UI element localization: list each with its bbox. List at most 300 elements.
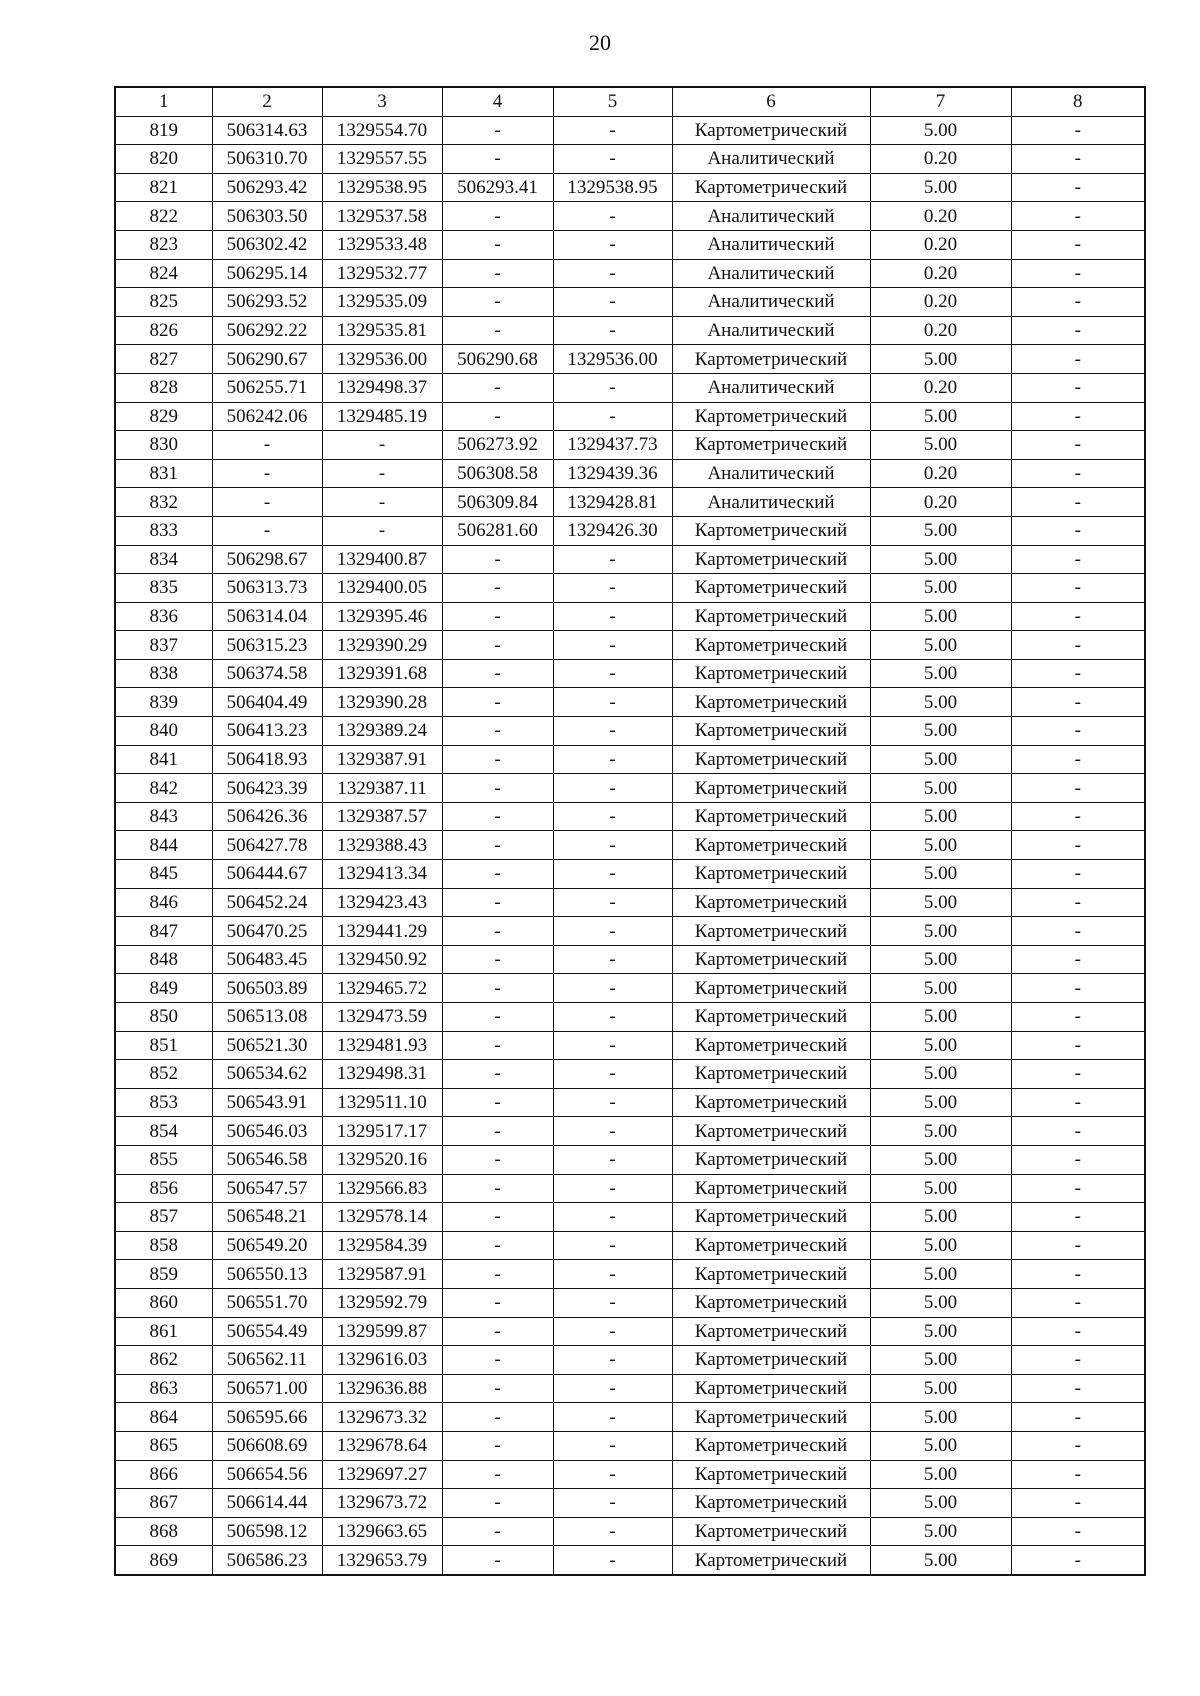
description-cell: - [1011,431,1145,460]
table-row [115,345,1145,374]
y-coordinate-cell: - [553,888,672,917]
y-coordinate-cell: - [322,516,442,545]
description-cell: - [1011,402,1145,431]
description-cell: - [1011,1374,1145,1403]
y-coordinate-cell: - [553,802,672,831]
column-header: 2 [212,87,322,116]
x-coordinate-cell: 506281.60 [442,516,553,545]
method-cell: Аналитический [672,316,870,345]
method-cell: Аналитический [672,230,870,259]
x-coordinate-cell: 506654.56 [212,1460,322,1489]
x-coordinate-cell: - [212,459,322,488]
point-number-cell: 835 [115,574,212,603]
x-coordinate-cell: 506309.84 [442,488,553,517]
y-coordinate-cell: 1329485.19 [322,402,442,431]
table-row [115,202,1145,231]
y-coordinate-cell: - [553,860,672,889]
description-cell: - [1011,945,1145,974]
y-coordinate-cell: 1329557.55 [322,145,442,174]
table-row [115,1145,1145,1174]
point-number-cell: 833 [115,516,212,545]
x-coordinate-cell: 506551.70 [212,1288,322,1317]
x-coordinate-cell: - [442,1431,553,1460]
description-cell: - [1011,373,1145,402]
method-cell: Картометрический [672,888,870,917]
column-header: 4 [442,87,553,116]
x-coordinate-cell: - [442,1346,553,1375]
method-cell: Картометрический [672,1288,870,1317]
point-number-cell: 865 [115,1431,212,1460]
table-row [115,1546,1145,1575]
accuracy-cell: 5.00 [870,1288,1011,1317]
y-coordinate-cell: 1329697.27 [322,1460,442,1489]
x-coordinate-cell: - [442,688,553,717]
point-number-cell: 821 [115,173,212,202]
method-cell: Аналитический [672,373,870,402]
y-coordinate-cell: - [553,1174,672,1203]
y-coordinate-cell: - [553,574,672,603]
method-cell: Аналитический [672,288,870,317]
x-coordinate-cell: - [442,116,553,145]
x-coordinate-cell: 506586.23 [212,1546,322,1575]
accuracy-cell: 0.20 [870,459,1011,488]
x-coordinate-cell: - [442,1231,553,1260]
table-row [115,402,1145,431]
y-coordinate-cell: 1329578.14 [322,1203,442,1232]
method-cell: Картометрический [672,602,870,631]
point-number-cell: 846 [115,888,212,917]
point-number-cell: 819 [115,116,212,145]
table-row [115,1460,1145,1489]
y-coordinate-cell: - [553,1060,672,1089]
y-coordinate-cell: 1329390.28 [322,688,442,717]
table-row [115,974,1145,1003]
accuracy-cell: 5.00 [870,173,1011,202]
x-coordinate-cell: - [442,1031,553,1060]
method-cell: Аналитический [672,459,870,488]
method-cell: Картометрический [672,1546,870,1575]
method-cell: Картометрический [672,659,870,688]
y-coordinate-cell: - [553,659,672,688]
y-coordinate-cell: - [322,431,442,460]
y-coordinate-cell: - [553,745,672,774]
point-number-cell: 860 [115,1288,212,1317]
y-coordinate-cell: - [553,373,672,402]
method-cell: Картометрический [672,1460,870,1489]
y-coordinate-cell: 1329437.73 [553,431,672,460]
y-coordinate-cell: 1329387.57 [322,802,442,831]
x-coordinate-cell: - [442,259,553,288]
y-coordinate-cell: - [553,602,672,631]
description-cell: - [1011,1174,1145,1203]
description-cell: - [1011,1117,1145,1146]
accuracy-cell: 5.00 [870,917,1011,946]
point-number-cell: 836 [115,602,212,631]
x-coordinate-cell: 506374.58 [212,659,322,688]
y-coordinate-cell: 1329388.43 [322,831,442,860]
y-coordinate-cell: - [553,1431,672,1460]
method-cell: Картометрический [672,802,870,831]
table-row [115,488,1145,517]
x-coordinate-cell: 506427.78 [212,831,322,860]
x-coordinate-cell: - [442,288,553,317]
accuracy-cell: 5.00 [870,1546,1011,1575]
x-coordinate-cell: - [442,1460,553,1489]
point-number-cell: 827 [115,345,212,374]
y-coordinate-cell: 1329400.87 [322,545,442,574]
y-coordinate-cell: - [553,1288,672,1317]
column-header: 6 [672,87,870,116]
table-row [115,1203,1145,1232]
point-number-cell: 850 [115,1003,212,1032]
table-row [115,888,1145,917]
y-coordinate-cell: 1329387.11 [322,774,442,803]
point-number-cell: 859 [115,1260,212,1289]
point-number-cell: 848 [115,945,212,974]
y-coordinate-cell: 1329511.10 [322,1088,442,1117]
y-coordinate-cell: 1329498.37 [322,373,442,402]
x-coordinate-cell: 506562.11 [212,1346,322,1375]
x-coordinate-cell: - [442,145,553,174]
description-cell: - [1011,288,1145,317]
point-number-cell: 867 [115,1489,212,1518]
x-coordinate-cell: 506513.08 [212,1003,322,1032]
method-cell: Картометрический [672,173,870,202]
point-number-cell: 820 [115,145,212,174]
y-coordinate-cell: - [553,202,672,231]
x-coordinate-cell: - [442,631,553,660]
description-cell: - [1011,717,1145,746]
y-coordinate-cell: - [553,316,672,345]
x-coordinate-cell: 506614.44 [212,1489,322,1518]
y-coordinate-cell: 1329390.29 [322,631,442,660]
point-number-cell: 861 [115,1317,212,1346]
x-coordinate-cell: 506404.49 [212,688,322,717]
method-cell: Картометрический [672,1231,870,1260]
x-coordinate-cell: 506314.63 [212,116,322,145]
x-coordinate-cell: 506314.04 [212,602,322,631]
accuracy-cell: 5.00 [870,688,1011,717]
y-coordinate-cell: 1329533.48 [322,230,442,259]
point-number-cell: 858 [115,1231,212,1260]
accuracy-cell: 0.20 [870,373,1011,402]
description-cell: - [1011,1288,1145,1317]
description-cell: - [1011,202,1145,231]
point-number-cell: 845 [115,860,212,889]
y-coordinate-cell: - [553,1088,672,1117]
y-coordinate-cell: - [553,631,672,660]
x-coordinate-cell: 506503.89 [212,974,322,1003]
x-coordinate-cell: 506298.67 [212,545,322,574]
accuracy-cell: 5.00 [870,1060,1011,1089]
page-number: 20 [589,30,611,55]
table-row [115,431,1145,460]
y-coordinate-cell: - [553,1489,672,1518]
method-cell: Картометрический [672,860,870,889]
point-number-cell: 829 [115,402,212,431]
y-coordinate-cell: 1329413.34 [322,860,442,889]
x-coordinate-cell: 506293.52 [212,288,322,317]
x-coordinate-cell: 506293.41 [442,173,553,202]
method-cell: Картометрический [672,1317,870,1346]
y-coordinate-cell: 1329391.68 [322,659,442,688]
accuracy-cell: 5.00 [870,402,1011,431]
y-coordinate-cell: - [553,717,672,746]
y-coordinate-cell: - [553,831,672,860]
x-coordinate-cell: 506290.68 [442,345,553,374]
x-coordinate-cell: - [442,1546,553,1575]
accuracy-cell: 5.00 [870,1231,1011,1260]
x-coordinate-cell: - [442,1174,553,1203]
method-cell: Картометрический [672,1489,870,1518]
accuracy-cell: 5.00 [870,774,1011,803]
accuracy-cell: 0.20 [870,259,1011,288]
y-coordinate-cell: 1329465.72 [322,974,442,1003]
table-row [115,459,1145,488]
y-coordinate-cell: 1329673.32 [322,1403,442,1432]
accuracy-cell: 5.00 [870,802,1011,831]
method-cell: Картометрический [672,1403,870,1432]
table-row [115,1260,1145,1289]
method-cell: Картометрический [672,402,870,431]
y-coordinate-cell: 1329535.09 [322,288,442,317]
accuracy-cell: 5.00 [870,516,1011,545]
method-cell: Аналитический [672,202,870,231]
description-cell: - [1011,831,1145,860]
x-coordinate-cell: 506595.66 [212,1403,322,1432]
point-number-cell: 831 [115,459,212,488]
point-number-cell: 864 [115,1403,212,1432]
y-coordinate-cell: - [553,774,672,803]
table-row [115,1517,1145,1546]
description-cell: - [1011,1203,1145,1232]
x-coordinate-cell: - [442,659,553,688]
accuracy-cell: 5.00 [870,659,1011,688]
table-row [115,945,1145,974]
method-cell: Картометрический [672,431,870,460]
x-coordinate-cell: - [442,1003,553,1032]
x-coordinate-cell: - [442,602,553,631]
description-cell: - [1011,917,1145,946]
point-number-cell: 832 [115,488,212,517]
accuracy-cell: 5.00 [870,974,1011,1003]
y-coordinate-cell: 1329535.81 [322,316,442,345]
method-cell: Картометрический [672,345,870,374]
table-row [115,1174,1145,1203]
x-coordinate-cell: 506452.24 [212,888,322,917]
table-row [115,288,1145,317]
description-cell: - [1011,230,1145,259]
description-cell: - [1011,173,1145,202]
table-row [115,1231,1145,1260]
point-number-cell: 841 [115,745,212,774]
x-coordinate-cell: 506313.73 [212,574,322,603]
method-cell: Картометрический [672,1260,870,1289]
method-cell: Картометрический [672,774,870,803]
method-cell: Картометрический [672,545,870,574]
description-cell: - [1011,316,1145,345]
description-cell: - [1011,1431,1145,1460]
description-cell: - [1011,631,1145,660]
table-row [115,1374,1145,1403]
y-coordinate-cell: - [553,1203,672,1232]
x-coordinate-cell: 506598.12 [212,1517,322,1546]
x-coordinate-cell: 506608.69 [212,1431,322,1460]
y-coordinate-cell: - [553,1003,672,1032]
method-cell: Картометрический [672,1517,870,1546]
accuracy-cell: 5.00 [870,745,1011,774]
y-coordinate-cell: 1329636.88 [322,1374,442,1403]
accuracy-cell: 5.00 [870,1117,1011,1146]
x-coordinate-cell: 506554.49 [212,1317,322,1346]
accuracy-cell: 5.00 [870,1346,1011,1375]
x-coordinate-cell: - [442,717,553,746]
x-coordinate-cell: 506546.03 [212,1117,322,1146]
table-row [115,1346,1145,1375]
x-coordinate-cell: - [442,917,553,946]
description-cell: - [1011,1060,1145,1089]
point-number-cell: 839 [115,688,212,717]
table-body [115,116,1145,1575]
point-number-cell: 856 [115,1174,212,1203]
table-row [115,1031,1145,1060]
point-number-cell: 844 [115,831,212,860]
method-cell: Картометрический [672,1374,870,1403]
x-coordinate-cell: 506273.92 [442,431,553,460]
x-coordinate-cell: - [442,802,553,831]
y-coordinate-cell: - [553,1031,672,1060]
x-coordinate-cell: 506550.13 [212,1260,322,1289]
accuracy-cell: 5.00 [870,345,1011,374]
point-number-cell: 824 [115,259,212,288]
y-coordinate-cell: - [553,1231,672,1260]
y-coordinate-cell: - [553,1317,672,1346]
x-coordinate-cell: 506483.45 [212,945,322,974]
table-row [115,316,1145,345]
table-row [115,173,1145,202]
x-coordinate-cell: - [442,1374,553,1403]
description-cell: - [1011,1088,1145,1117]
method-cell: Картометрический [672,1088,870,1117]
description-cell: - [1011,1403,1145,1432]
x-coordinate-cell: 506547.57 [212,1174,322,1203]
method-cell: Картометрический [672,1003,870,1032]
point-number-cell: 822 [115,202,212,231]
x-coordinate-cell: - [442,1288,553,1317]
description-cell: - [1011,574,1145,603]
description-cell: - [1011,516,1145,545]
accuracy-cell: 5.00 [870,631,1011,660]
table-row [115,373,1145,402]
y-coordinate-cell: - [553,1260,672,1289]
point-number-cell: 828 [115,373,212,402]
description-cell: - [1011,659,1145,688]
point-number-cell: 868 [115,1517,212,1546]
table-header-row [115,87,1145,116]
accuracy-cell: 5.00 [870,602,1011,631]
description-cell: - [1011,1460,1145,1489]
description-cell: - [1011,1346,1145,1375]
method-cell: Картометрический [672,745,870,774]
y-coordinate-cell: 1329536.00 [553,345,672,374]
table-row [115,259,1145,288]
x-coordinate-cell: 506290.67 [212,345,322,374]
point-number-cell: 840 [115,717,212,746]
y-coordinate-cell: - [553,1346,672,1375]
y-coordinate-cell: - [553,917,672,946]
y-coordinate-cell: - [553,1546,672,1575]
x-coordinate-cell: - [212,488,322,517]
x-coordinate-cell: - [442,1517,553,1546]
x-coordinate-cell: 506543.91 [212,1088,322,1117]
description-cell: - [1011,1517,1145,1546]
x-coordinate-cell: - [442,1060,553,1089]
y-coordinate-cell: - [553,688,672,717]
y-coordinate-cell: - [553,259,672,288]
x-coordinate-cell: 506571.00 [212,1374,322,1403]
accuracy-cell: 5.00 [870,1088,1011,1117]
x-coordinate-cell: - [442,888,553,917]
x-coordinate-cell: - [442,574,553,603]
y-coordinate-cell: - [553,1145,672,1174]
method-cell: Картометрический [672,1031,870,1060]
method-cell: Картометрический [672,831,870,860]
x-coordinate-cell: 506426.36 [212,802,322,831]
point-number-cell: 857 [115,1203,212,1232]
x-coordinate-cell: - [442,1489,553,1518]
point-number-cell: 834 [115,545,212,574]
description-cell: - [1011,802,1145,831]
table-row [115,1117,1145,1146]
description-cell: - [1011,1231,1145,1260]
x-coordinate-cell: 506549.20 [212,1231,322,1260]
table-row [115,659,1145,688]
x-coordinate-cell: - [442,1088,553,1117]
accuracy-cell: 5.00 [870,574,1011,603]
table-row [115,574,1145,603]
accuracy-cell: 5.00 [870,1174,1011,1203]
y-coordinate-cell: - [553,1374,672,1403]
point-number-cell: 855 [115,1145,212,1174]
point-number-cell: 847 [115,917,212,946]
table-row [115,1288,1145,1317]
method-cell: Картометрический [672,688,870,717]
y-coordinate-cell: 1329400.05 [322,574,442,603]
point-number-cell: 838 [115,659,212,688]
point-number-cell: 853 [115,1088,212,1117]
y-coordinate-cell: - [553,230,672,259]
y-coordinate-cell: 1329653.79 [322,1546,442,1575]
coordinates-table [114,86,1146,1576]
point-number-cell: 823 [115,230,212,259]
y-coordinate-cell: 1329554.70 [322,116,442,145]
method-cell: Картометрический [672,1174,870,1203]
x-coordinate-cell: - [442,316,553,345]
description-cell: - [1011,860,1145,889]
y-coordinate-cell: 1329387.91 [322,745,442,774]
y-coordinate-cell: 1329538.95 [553,173,672,202]
x-coordinate-cell: 506548.21 [212,1203,322,1232]
table-row [115,516,1145,545]
x-coordinate-cell: 506242.06 [212,402,322,431]
point-number-cell: 863 [115,1374,212,1403]
description-cell: - [1011,688,1145,717]
column-header: 3 [322,87,442,116]
point-number-cell: 869 [115,1546,212,1575]
y-coordinate-cell: 1329599.87 [322,1317,442,1346]
y-coordinate-cell: 1329498.31 [322,1060,442,1089]
description-cell: - [1011,1317,1145,1346]
